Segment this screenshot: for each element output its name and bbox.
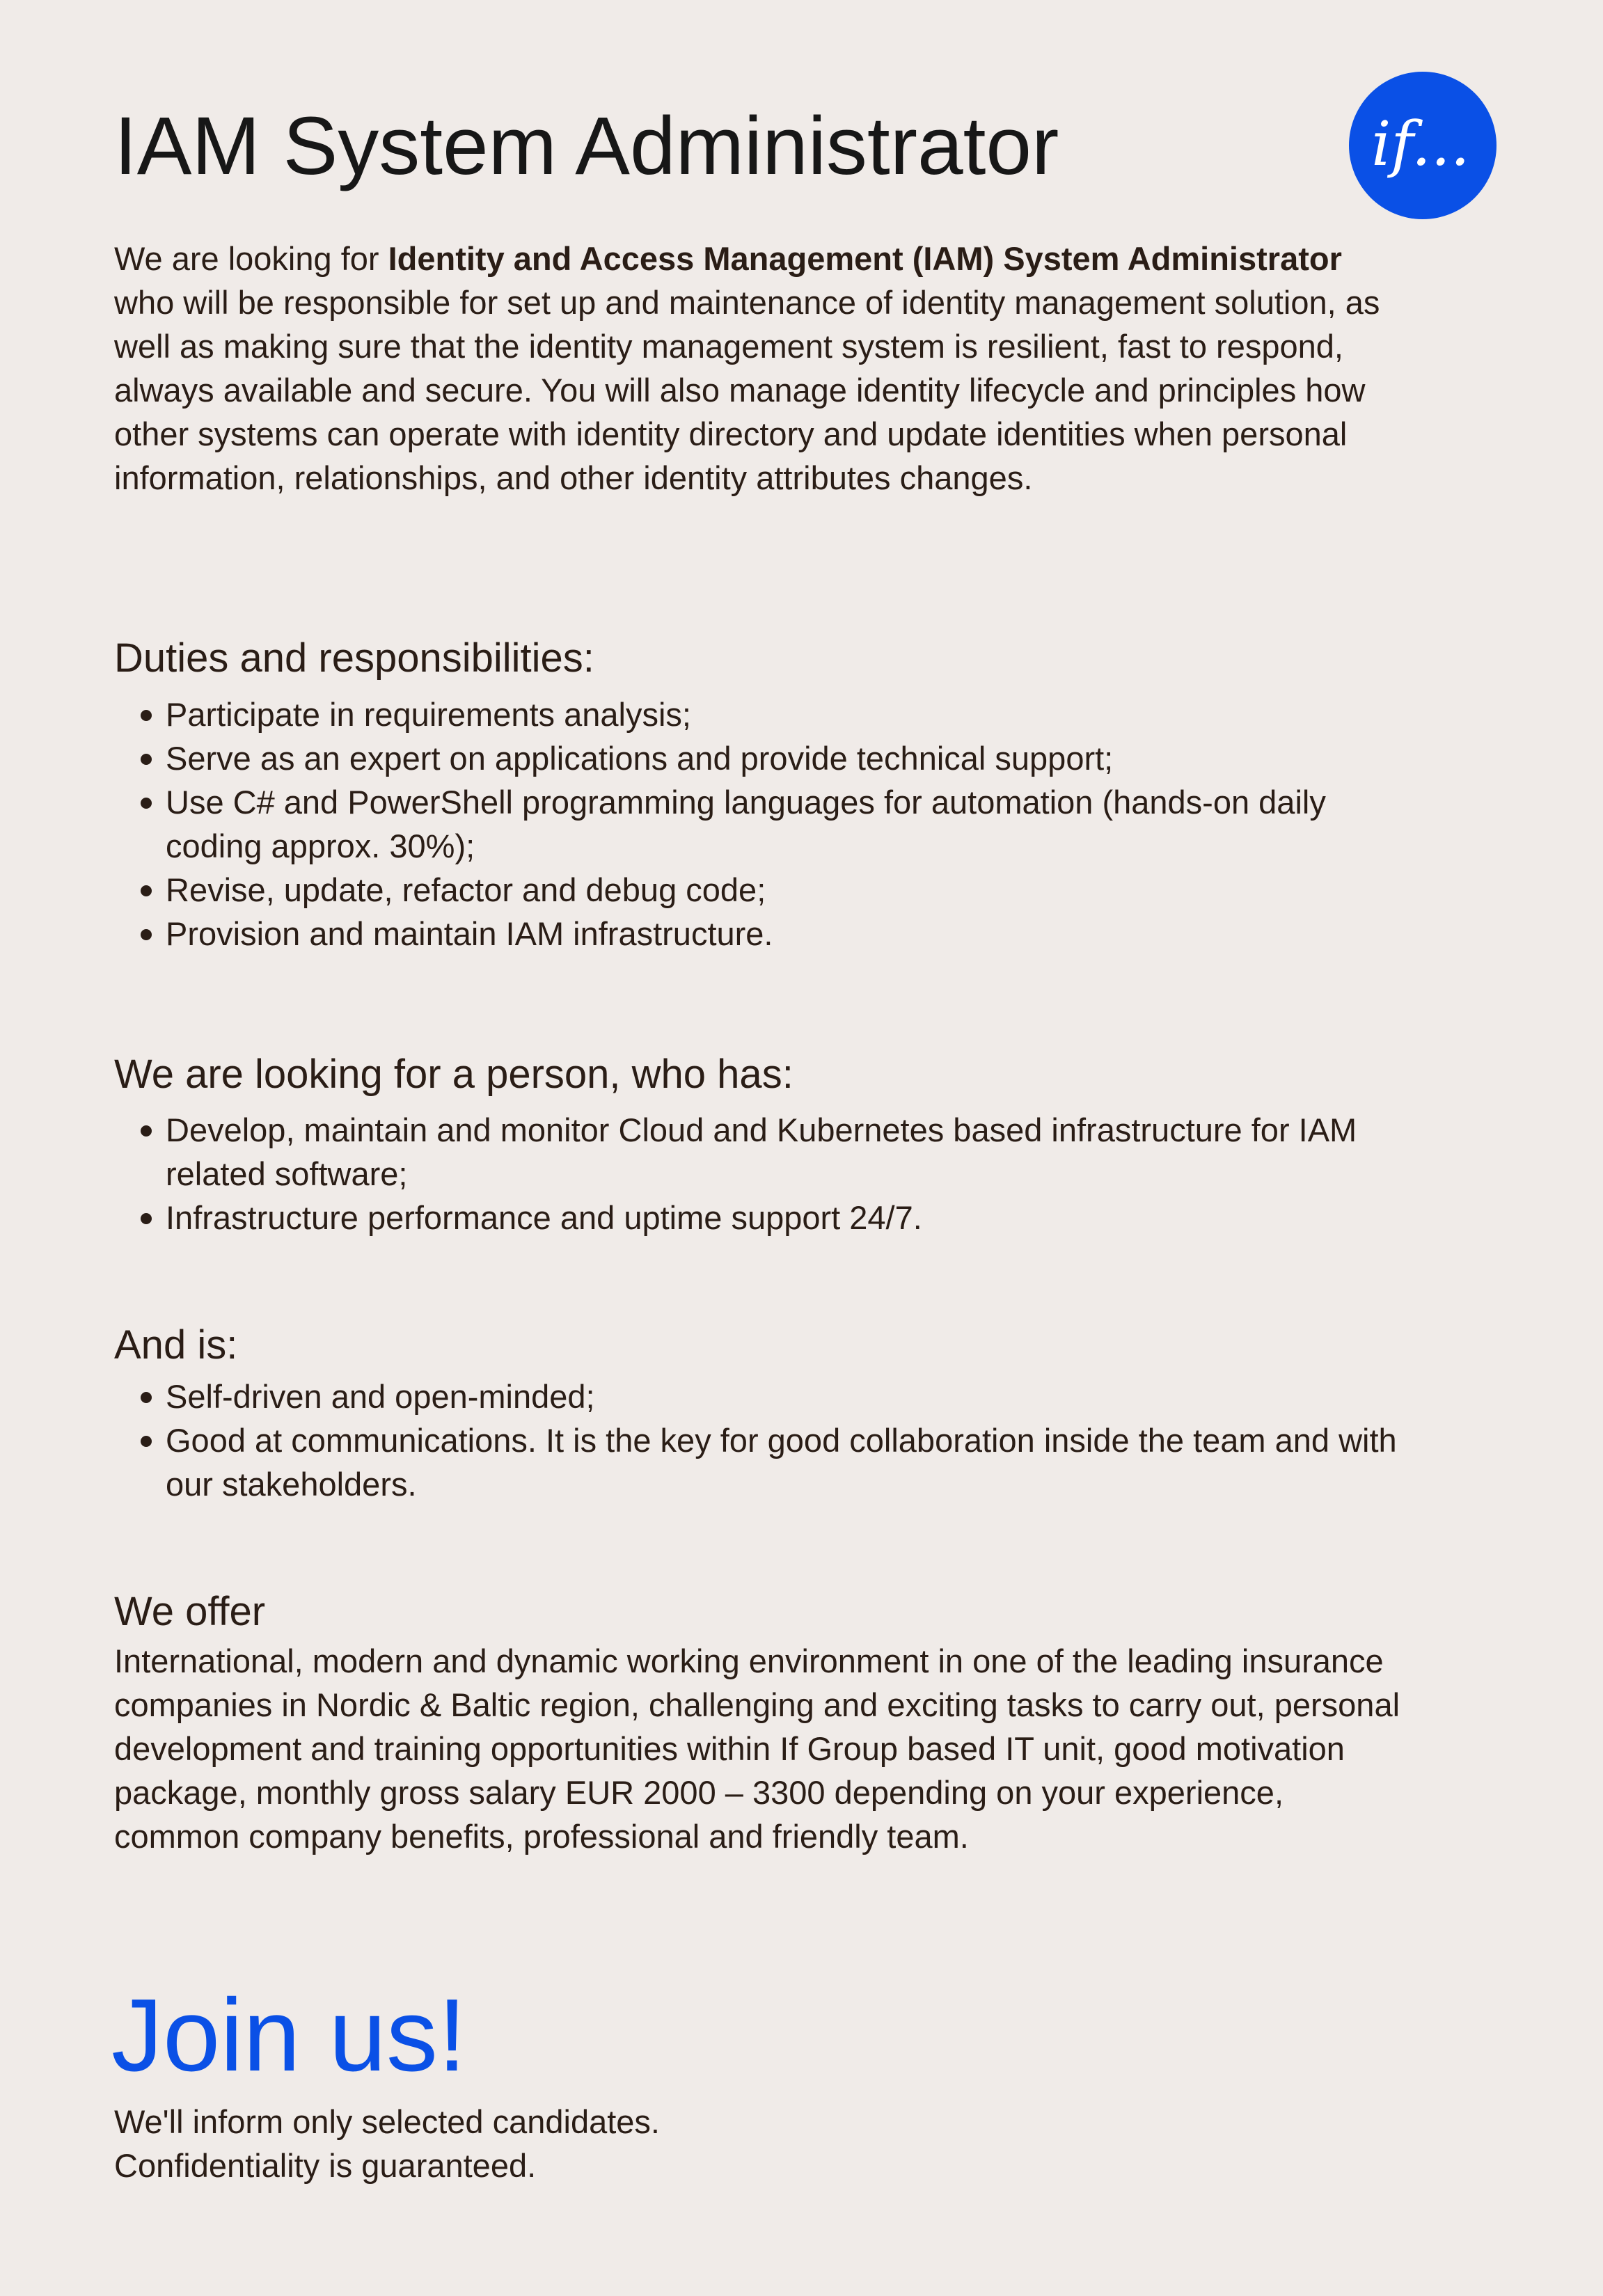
list-item: Use C# and PowerShell programming languages for automation (hands-on daily coding approx. 30%);: [138, 780, 1426, 868]
intro-role-name: Identity and Access Management (IAM) System Administrator: [388, 240, 1342, 277]
list-item: Self-driven and open-minded;: [138, 1375, 1426, 1418]
offer-paragraph: International, modern and dynamic working environment in one of the leading insurance companies in Nordic & Baltic region, challenging and exciting tasks to carry out, personal development and training opportunities within If Group based IT unit, good motivation package, monthly gross salary EUR 2000 – 3300 depending on your experience, common company benefits, professional and friendly team.: [114, 1642, 1400, 1855]
and-is-list: [138, 1375, 1426, 1506]
intro-description: who will be responsible for set up and maintenance of identity management solution, as well as making sure that the identity management system is resilient, fast to respond, always available and secure. You will also manage identity lifecycle and principles how other systems can operate with identity directory and update identities when personal information, relationships, and other identity attributes changes.: [114, 284, 1380, 496]
duties-heading: Duties and responsibilities:: [114, 635, 594, 681]
offer-heading: We offer: [114, 1589, 266, 1634]
bullet-icon: [141, 1125, 152, 1137]
selected-candidates-note: We'll inform only selected candidates.: [114, 2103, 660, 2140]
bullet-icon: [141, 710, 152, 721]
if-logo: [1349, 72, 1497, 219]
and-is-heading: And is:: [114, 1322, 238, 1368]
duties-list: [138, 692, 1426, 956]
list-item: Provision and maintain IAM infrastructure.: [138, 912, 1426, 956]
bullet-icon: [141, 754, 152, 765]
confidentiality-note: Confidentiality is guaranteed.: [114, 2147, 537, 2184]
bullet-icon: [141, 798, 152, 809]
list-item: Revise, update, refactor and debug code;: [138, 868, 1426, 912]
looking-for-heading: We are looking for a person, who has:: [114, 1052, 793, 1097]
bullet-icon: [141, 885, 152, 896]
bullet-icon: [141, 929, 152, 940]
logo-text: if...: [1371, 108, 1470, 180]
page-title: IAM System Administrator: [114, 100, 1059, 192]
looking-for-list: [138, 1108, 1426, 1240]
list-item: Develop, maintain and monitor Cloud and Kubernetes based infrastructure for IAM related software;: [138, 1108, 1426, 1196]
bullet-icon: [141, 1436, 152, 1447]
list-item: Good at communications. It is the key for good collaboration inside the team and with our stakeholders.: [138, 1418, 1426, 1506]
intro-paragraph: [114, 237, 1409, 500]
list-item: Infrastructure performance and uptime support 24/7.: [138, 1196, 1426, 1240]
bullet-icon: [141, 1213, 152, 1224]
list-item: Serve as an expert on applications and provide technical support;: [138, 736, 1426, 780]
join-us-heading: Join us!: [111, 1978, 467, 2093]
bullet-icon: [141, 1392, 152, 1403]
intro-lead: We are looking for: [114, 240, 388, 277]
list-item: Participate in requirements analysis;: [138, 692, 1426, 736]
